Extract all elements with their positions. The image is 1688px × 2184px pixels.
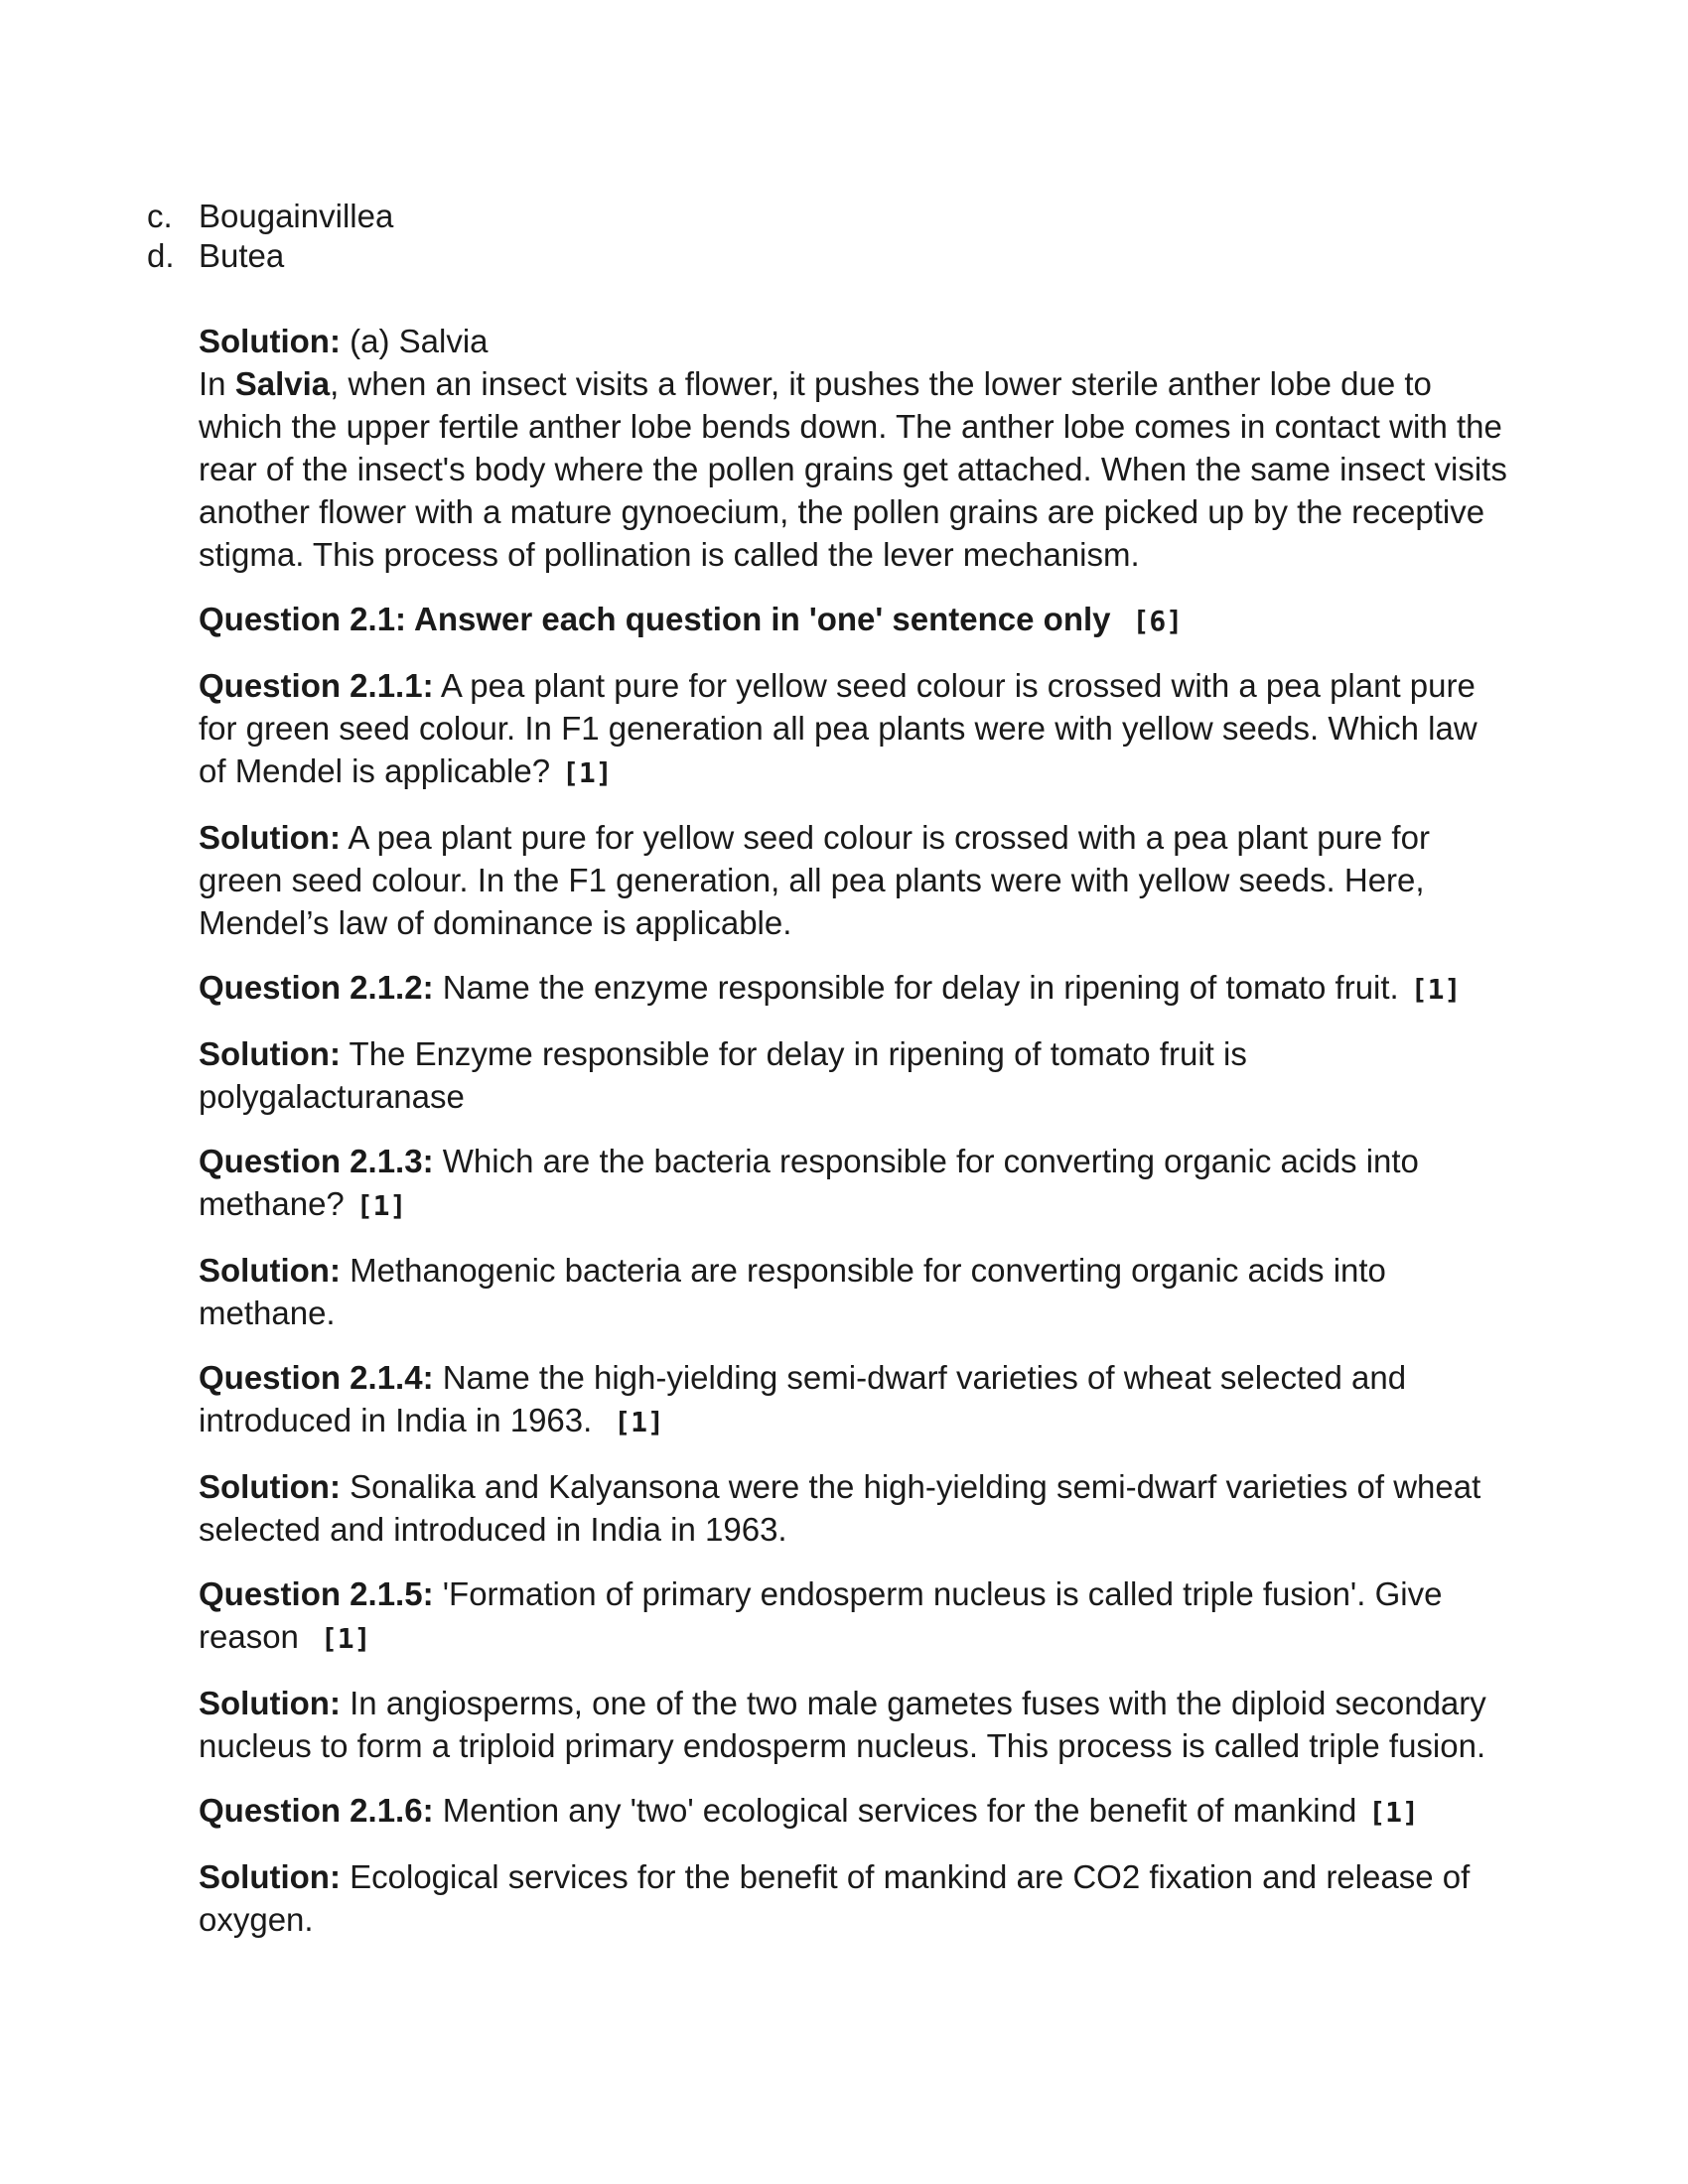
question-2-1-6 <box>199 1789 1509 1834</box>
answer-options <box>147 197 393 276</box>
question-text: Name the high-yielding semi-dwarf varieties of wheat selected and introduced in India in 1963. <box>199 1359 1407 1438</box>
solution-2-1-4 <box>199 1465 1509 1551</box>
solution-answer-line <box>199 320 1509 362</box>
section-heading <box>199 598 1509 642</box>
question-label: Question 2.1.1: <box>199 667 434 704</box>
question-label: Question 2.1.2: <box>199 969 434 1006</box>
solution-2-1-2 <box>199 1032 1509 1118</box>
marks-badge: [1] <box>614 1406 664 1438</box>
marks-badge: [1] <box>320 1622 371 1655</box>
question-label: Question 2.1.3: <box>199 1143 434 1179</box>
marks-badge: [1] <box>355 1189 407 1222</box>
solution-label: Solution: <box>199 1035 341 1072</box>
explanation-text: , when an insect visits a flower, it pushes the lower sterile anther lobe due to which the upper fertile anther lobe bends down. The anther lobe comes in contact with the rear of the insect's body where the pollen grains get attached. When the same insect visits another flower with a mature gynoecium, the pollen grains are picked up by the receptive stigma. This process of pollination is called the lever mechanism. <box>199 365 1507 573</box>
section-label: Question 2.1: Answer each question in 'one' sentence only <box>199 601 1111 637</box>
question-text: A pea plant pure for yellow seed colour is crossed with a pea plant pure for green seed colour. In F1 generation all pea plants were with yellow seeds. Which law of Mendel is applicable? <box>199 667 1477 789</box>
solution-2-1-3 <box>199 1249 1509 1334</box>
solution-label: Solution: <box>199 323 341 359</box>
question-label: Question 2.1.4: <box>199 1359 434 1396</box>
solution-2-1-5 <box>199 1682 1509 1767</box>
question-2-1-4 <box>199 1356 1509 1443</box>
solution-text: The Enzyme responsible for delay in ripening of tomato fruit is polygalacturanase <box>199 1035 1247 1115</box>
solution-text: A pea plant pure for yellow seed colour is crossed with a pea plant pure for green seed colour. In the F1 generation, all pea plants were with yellow seeds. Here, Mendel’s law of dominance is applicable. <box>199 819 1430 941</box>
question-text: 'Formation of primary endosperm nucleus is called triple fusion'. Give reason <box>199 1575 1443 1655</box>
solution-2-1-1 <box>199 816 1509 944</box>
marks-badge: [1] <box>562 756 613 789</box>
question-label: Question 2.1.6: <box>199 1792 434 1829</box>
explanation-text: In <box>199 365 235 402</box>
option-letter: c. <box>147 198 173 234</box>
solution-explanation <box>199 362 1509 576</box>
solution-label: Solution: <box>199 819 341 856</box>
question-text: Which are the bacteria responsible for converting organic acids into methane? <box>199 1143 1419 1222</box>
solution-text: Sonalika and Kalyansona were the high-yielding semi-dwarf varieties of wheat selected and introduced in India in 1963. <box>199 1468 1481 1548</box>
question-2-1-2 <box>199 966 1509 1011</box>
solution-previous <box>199 320 1509 576</box>
option-d <box>147 236 393 276</box>
solution-label: Solution: <box>199 1252 341 1289</box>
question-text: Name the enzyme responsible for delay in ripening of tomato fruit. <box>433 969 1399 1006</box>
solution-text: Ecological services for the benefit of mankind are CO2 fixation and release of oxygen. <box>199 1858 1471 1938</box>
question-content <box>199 320 1509 1963</box>
option-text: Butea <box>199 237 285 274</box>
question-label: Question 2.1.5: <box>199 1575 434 1612</box>
question-2-1-1 <box>199 664 1509 794</box>
solution-2-1-6 <box>199 1855 1509 1941</box>
solution-answer: (a) Salvia <box>340 323 489 359</box>
marks-badge: [1] <box>1368 1796 1419 1829</box>
option-letter: d. <box>147 237 175 274</box>
solution-label: Solution: <box>199 1858 341 1895</box>
marks-badge: [1] <box>1410 973 1462 1006</box>
option-c <box>147 197 393 236</box>
solution-text: Methanogenic bacteria are responsible for converting organic acids into methane. <box>199 1252 1386 1331</box>
marks-badge: [6] <box>1132 605 1184 637</box>
solution-label: Solution: <box>199 1685 341 1721</box>
question-2-1-5 <box>199 1572 1509 1660</box>
option-text: Bougainvillea <box>199 198 394 234</box>
question-text: Mention any 'two' ecological services for the benefit of mankind <box>433 1792 1357 1829</box>
solution-label: Solution: <box>199 1468 341 1505</box>
solution-text: In angiosperms, one of the two male gametes fuses with the diploid secondary nucleus to form a triploid primary endosperm nucleus. This process is called triple fusion. <box>199 1685 1486 1764</box>
question-2-1-3 <box>199 1140 1509 1227</box>
explanation-keyword: Salvia <box>234 365 331 402</box>
